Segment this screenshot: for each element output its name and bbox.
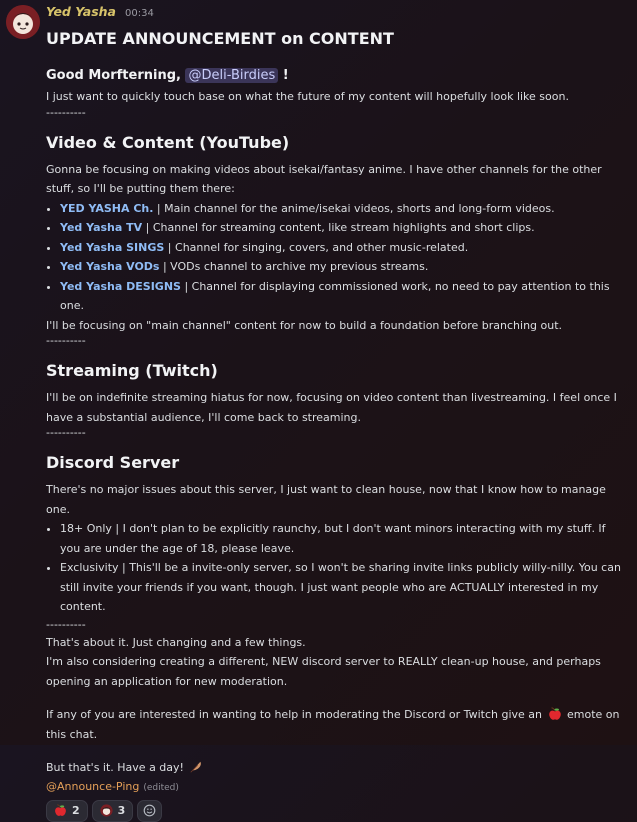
greeting-prefix: Good Morfterning, (46, 68, 181, 83)
greeting-suffix: ! (282, 68, 289, 83)
intro-text: I just want to quickly touch base on what the future of my content will hopefully look like soon. (46, 90, 569, 103)
channel-desc: | Channel for singing, covers, and other music-related. (164, 240, 469, 254)
list-item (60, 238, 626, 258)
divider: ---------- (46, 617, 86, 631)
rules-list (46, 519, 626, 617)
channel-desc: | Channel for streaming content, like stream highlights and short clips. (142, 221, 535, 234)
closing-text-3 (46, 705, 626, 744)
message-timestamp[interactable]: 00:34 (125, 8, 154, 19)
section-heading-streaming: Streaming (Twitch) (46, 361, 218, 380)
channel-desc: | Main channel for the anime/isekai videos, shorts and long-form videos. (153, 201, 555, 215)
ping-line (46, 778, 626, 797)
add-reaction-icon (143, 804, 156, 817)
announcement-title: UPDATE ANNOUNCEMENT on CONTENT (46, 29, 394, 48)
signoff-text: But that's it. Have a day! (46, 761, 184, 774)
reaction-count: 3 (117, 803, 126, 817)
message-header (46, 4, 154, 22)
greeting (46, 65, 626, 87)
reaction-character[interactable] (92, 800, 134, 822)
divider: ---------- (46, 334, 86, 347)
divider: ---------- (46, 105, 86, 119)
add-reaction-button[interactable] (137, 800, 162, 822)
channel-link[interactable]: Yed Yasha DESIGNS (60, 279, 181, 293)
section-text-streaming: I'll be on indefinite streaming hiatus for now, focusing on video content than livestreaming. I feel once I have a substantial audience, I'll come back to streaming. (46, 391, 617, 424)
closing-text-3-post: emote on this chat. (46, 708, 620, 741)
closing-text-1: That's about it. Just changing and a few things. (46, 635, 306, 649)
channel-link[interactable]: YED YASHA Ch. (60, 201, 154, 215)
section-outro-video: I'll be focusing on "main channel" content for now to build a foundation before branching out. (46, 318, 563, 332)
feather-icon (189, 760, 203, 774)
reaction-apple[interactable] (46, 800, 88, 822)
list-item (60, 257, 626, 277)
channel-link[interactable]: Yed Yasha VODs (60, 260, 160, 273)
divider: ---------- (46, 426, 86, 439)
reaction-count: 2 (72, 803, 80, 817)
list-item (60, 199, 626, 219)
author-name[interactable]: Yed Yasha (46, 4, 116, 19)
apple-emoji-icon (54, 804, 67, 817)
section-heading-video: Video & Content (YouTube) (46, 132, 290, 152)
section-text-discord: There's no major issues about this server, I just want to clean house, now that I know how to manage one. (46, 483, 606, 516)
author-avatar[interactable] (6, 5, 40, 39)
edited-label: (edited) (143, 782, 179, 793)
channel-link[interactable]: Yed Yasha SINGS (60, 240, 165, 254)
channel-link[interactable]: Yed Yasha TV (60, 221, 143, 234)
role-mention-deli-birdies[interactable]: @Deli-Birdies (185, 68, 278, 83)
role-mention-announce-ping[interactable]: @Announce-Ping (46, 779, 140, 793)
section-text-video: Gonna be focusing on making videos about isekai/fantasy anime. I have other channels for the other stuff, so I'll be putting them there: (46, 162, 602, 195)
section-heading-discord: Discord Server (46, 453, 180, 472)
reactions-bar (46, 800, 626, 822)
character-emoji-icon (100, 804, 113, 817)
signoff (46, 758, 626, 778)
list-item: • Exclusivity | This'll be a invite-only server, so I won't be sharing invite links publicly willy-nilly. You can still invite your friends if you want, though. I just want people who are ACTUALLY interested in my content. (60, 558, 626, 617)
list-item (60, 277, 626, 316)
channel-desc: | Channel for displaying commissioned work, no need to pay attention to this one. (60, 279, 610, 312)
closing-text-3-pre: If any of you are interested in wanting to help in moderating the Discord or Twitch give an (46, 708, 542, 721)
message-content (46, 28, 626, 822)
channel-desc: | VODs channel to archive my previous streams. (159, 260, 429, 273)
list-item (60, 218, 626, 238)
closing-text-2: I'm also considering creating a different, NEW discord server to REALLY clean-up house, and perhaps opening an application for new moderation. (46, 655, 601, 688)
apple-icon (548, 707, 562, 721)
channel-list (46, 199, 626, 316)
list-item: • 18+ Only | I don't plan to be explicitly raunchy, but I don't want minors interacting with my stuff. If you are under the age of 18, please leave. (60, 519, 626, 558)
